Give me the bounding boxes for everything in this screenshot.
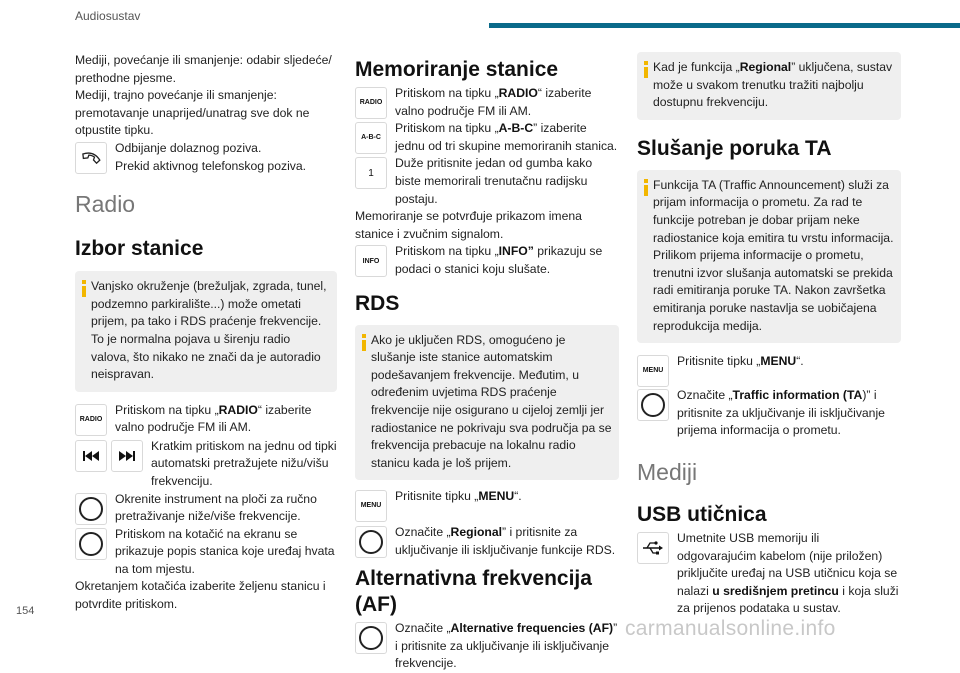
paragraph: Mediji, trajno povećanje ili smanjenje: premotavanje unaprijed/unatrag sve dok ne otpustite tipku. [75,88,310,138]
watermark: carmanualsonline.info [625,617,836,640]
usb-icon [637,532,669,564]
menu-instruction: MENU Pritisnite tipku „MENU“. [355,488,619,524]
knob-icon [75,493,107,525]
heading-mediji: Mediji [637,458,698,485]
info-key-instruction: INFO Pritiskom na tipku „INFO” prikazuju se podaci o stanici koju slušate. [355,243,619,278]
column-middle [355,57,619,673]
knob-text: Okrenite instrument na ploči za ručno pretraživanje niže/više frekvencije. [115,491,317,524]
abc-button-icon: A-B-C [355,122,387,154]
mem-preset-text: Duže pritisnite jedan od gumba kako biste memorirali trenutačnu radijsku postaju. [395,156,593,206]
info-box-rds [355,325,619,481]
regional-instruction: Označite „Regional” i pritisnite za uključivanje ili isključivanje funkcije RDS. [355,524,619,560]
heading-usb: USB utičnica [637,502,767,526]
heading-radio: Radio [75,191,136,218]
mem-radio-instruction: RADIO Pritiskom na tipku „RADIO“ izaberite valno područje FM ili AM. [355,85,619,120]
info-box-regional: Kad je funkcija „Regional” uključena, sustav može u svakom trenutku tražiti najbolju dostupnu frekvenciju. [637,52,901,120]
seek-text: Kratkim pritiskom na jednu od tipki automatski pretražujete nižu/višu frekvenciju. [151,438,337,488]
hang-up-icon [75,142,107,174]
menu-button-icon: MENU [355,490,387,522]
paragraph: Okretanjem kotačića izaberite željenu stanicu i potvrdite pritiskom. [75,579,326,612]
radio-instruction: RADIO Pritiskom na tipku „RADIO“ izaberite valno područje FM ili AM. [75,402,337,438]
phone-reject-text: Odbijanje dolaznog poziva. [115,140,262,155]
info-icon [79,280,89,297]
paragraph: Memoriranje se potvrđuje prikazom imena stanice i zvučnim signalom. [355,209,582,241]
wheel-icon [355,622,387,654]
wheel-instruction [75,526,337,579]
section-header: Audiosustav [75,9,141,23]
header-accent-bar [489,23,960,28]
info-text: Ako je uključen RDS, omogućeno je slušanje iste stanice automatskim podešavanjem frekvencije. Međutim, u određenim uvjetima RDS praćenje frekvencije nije osigurano u cijeloj zemlji jer radiostanice ne pokrivaju sva područja pa se frekvencija prebacuje na lokalnu radio stanicu kada je loš prijem. [371,332,612,470]
heading-rds: RDS [355,291,400,315]
usb-instruction: Umetnite USB memoriju ili odgovarajućim kabelom (nije priložen) priključite uređaj na USB utičnicu koja se nalazi u središnjem pretincu i koja služi za prijenos podataka u sustav. [637,530,901,618]
wheel-icon [355,526,387,558]
wheel-text: Pritiskom na kotačić na ekranu se prikazuje popis stanica koje uređaj hvata na tom mjestu. [115,526,335,576]
seek-next-icon [111,440,143,472]
mem-abc-instruction: A-B-C Pritiskom na tipku „A-B-C” izaberite jednu od tri skupine memoriranih stanica. [355,120,619,155]
phone-end-text: Prekid aktivnog telefonskog poziva. [115,158,307,173]
mem-preset-instruction [355,155,619,208]
heading-af: Alternativna frekvencija (AF) [355,567,592,617]
radio-button-icon: RADIO [75,404,107,436]
info-button-icon: INFO [355,245,387,277]
radio-button-icon: RADIO [355,87,387,119]
traffic-instruction: Označite „Traffic information (TA)” i pritisnite za uključivanje ili isključivanje prijema informacija o prometu. [637,387,901,440]
info-text: To je normalna pojava u širenju radio valova, što nikako ne znači da je autoradio neispravan. [91,331,321,382]
paragraph: Mediji, povećanje ili smanjenje: odabir sljedeće/ prethodne pjesme. [75,53,332,85]
knob-instruction [75,491,337,526]
key-radio: RADIO [218,402,258,417]
info-box-ta [637,170,901,343]
column-left [75,52,337,614]
info-text: Vanjsko okruženje (brežuljak, zgrada, tunel, podzemno parkiralište...) može ometati prijem, pa tako i RDS praćenje frekvencije. [91,279,327,329]
menu-instruction: MENU Pritisnite tipku „MENU“. [637,353,901,387]
page-number: 154 [16,605,35,617]
wheel-icon [637,389,669,421]
info-icon [641,179,651,196]
heading-izbor-stanice: Izbor stanice [75,237,204,261]
hang-up-glyph [80,151,102,165]
menu-button-icon: MENU [637,355,669,387]
seek-previous-icon [75,440,107,472]
info-icon [359,334,369,351]
phone-instruction [75,140,337,175]
heading-ta: Slušanje poruka TA [637,136,832,160]
info-text: Funkcija TA (Traffic Announcement) služi za prijam informacija o prometu. Za rad te funkcije potreban je dobar prijam neke radiostanice koja emitira tu vrstu informacija. Prilikom prijema informacije o prometu, trenutni izvor slušanja automatski se prekida radi emitiranja poruke TA. Nakon završetka emitiranja poruke nastavlja se uobičajena reprodukcija medija. [653,177,894,333]
info-icon [641,61,651,78]
heading-memoriranje: Memoriranje stanice [355,58,559,81]
wheel-icon [75,528,107,560]
af-instruction: Označite „Alternative frequencies (AF)” i pritisnite za uključivanje ili isključivanje frekvencije. [355,620,619,673]
preset-1-button-icon: 1 [355,157,387,189]
seek-instruction [75,438,337,491]
column-right [637,52,901,618]
info-box-reception [75,271,337,392]
